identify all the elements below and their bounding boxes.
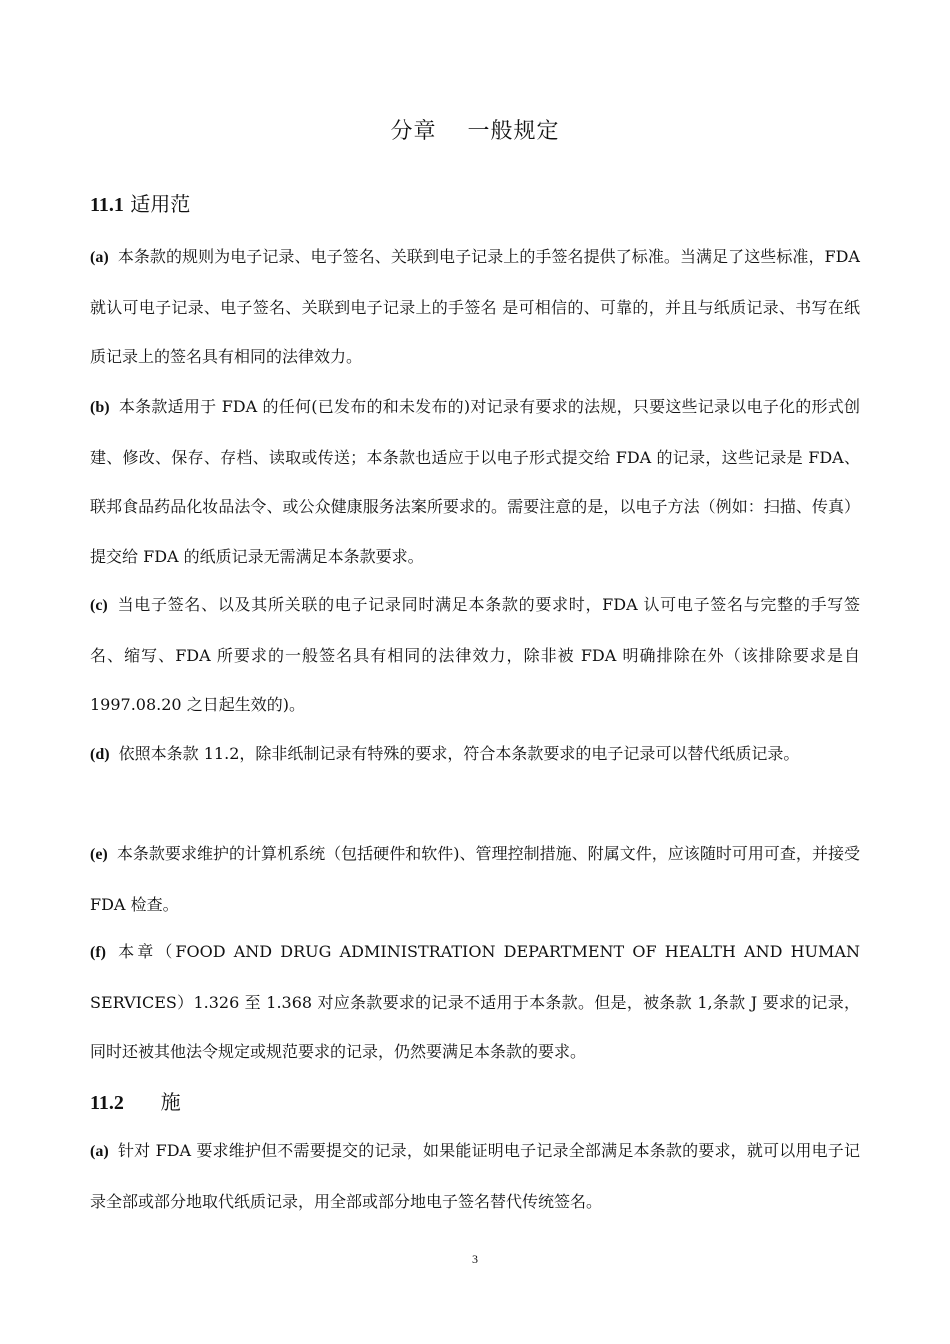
paragraph-11-1-e	[90, 829, 860, 929]
paragraph-text: 当电子签名、以及其所关联的电子记录同时满足本条款的要求时，FDA 认可电子签名与完整的手写签名、缩写、FDA 所要求的一般签名具有相同的法律效力，除非被 FDA 明确排除在外（该排除要求是自 1997.08.20 之日起生效的)。	[90, 595, 860, 714]
section-heading-11-1	[90, 188, 190, 217]
paragraph-text: 本条款的规则为电子记录、电子签名、关联到电子记录上的手签名提供了标准。当满足了这些标准，FDA 就认可电子记录、电子签名、关联到电子记录上的手签名 是可相信的、可靠的，并且与纸质记录、书写在纸质记录上的签名具有相同的法律效力。	[90, 247, 860, 366]
paragraph-11-2-a	[90, 1126, 860, 1226]
page-number: 3	[472, 1252, 478, 1266]
paragraph-text: 本条款要求维护的计算机系统（包括硬件和软件)、管理控制措施、附属文件，应该随时可用可查，并接受 FDA 检查。	[90, 844, 860, 914]
section-heading-11-2	[90, 1086, 181, 1115]
paragraph-label: (a)	[90, 249, 109, 266]
page-title: 分章 一般规定	[390, 119, 560, 144]
paragraph-text: 本条款适用于 FDA 的任何(已发布的和未发布的)对记录有要求的法规，只要这些记录以电子化的形式创建、修改、保存、存档、读取或传送；本条款也适应于以电子形式提交给 FDA 的记录，这些记录是 FDA、联邦食品药品化妆品法令、或公众健康服务法案所要求的。需要注意的是，以电子方法（例如：扫描、传真）提交给 FDA 的纸质记录无需满足本条款要求。	[90, 397, 860, 566]
paragraph-11-1-b	[90, 382, 860, 581]
section-number: 11.1	[90, 194, 124, 216]
section-number: 11.2	[90, 1092, 124, 1114]
paragraph-text: 针对 FDA 要求维护但不需要提交的记录，如果能证明电子记录全部满足本条款的要求，就可以用电子记录全部或部分地取代纸质记录，用全部或部分地电子签名替代传统签名。	[90, 1141, 860, 1211]
paragraph-label: (d)	[90, 746, 110, 763]
paragraph-label: (b)	[90, 399, 110, 416]
paragraph-text: 本章（FOOD AND DRUG ADMINISTRATION DEPARTMENT OF HEALTH AND HUMAN SERVICES）1.326 至 1.368 对应条款要求的记录不适用于本条款。但是，被条款 1,条款 J 要求的记录，同时还被其他法令规定或规范要求的记录，仍然要满足本条款的要求。	[90, 942, 860, 1061]
paragraph-label: (a)	[90, 1143, 109, 1160]
paragraph-label: (e)	[90, 846, 108, 863]
paragraph-11-1-f	[90, 927, 860, 1077]
section-title: 施	[160, 1090, 181, 1114]
paragraph-11-1-c	[90, 580, 860, 730]
paragraph-label: (f)	[90, 944, 106, 961]
paragraph-text: 依照本条款 11.2，除非纸制记录有特殊的要求，符合本条款要求的电子记录可以替代纸质记录。	[118, 744, 800, 763]
paragraph-11-1-a	[90, 232, 860, 382]
paragraph-11-1-d	[90, 729, 860, 780]
paragraph-label: (c)	[90, 597, 108, 614]
section-title: 适用范	[130, 192, 191, 216]
